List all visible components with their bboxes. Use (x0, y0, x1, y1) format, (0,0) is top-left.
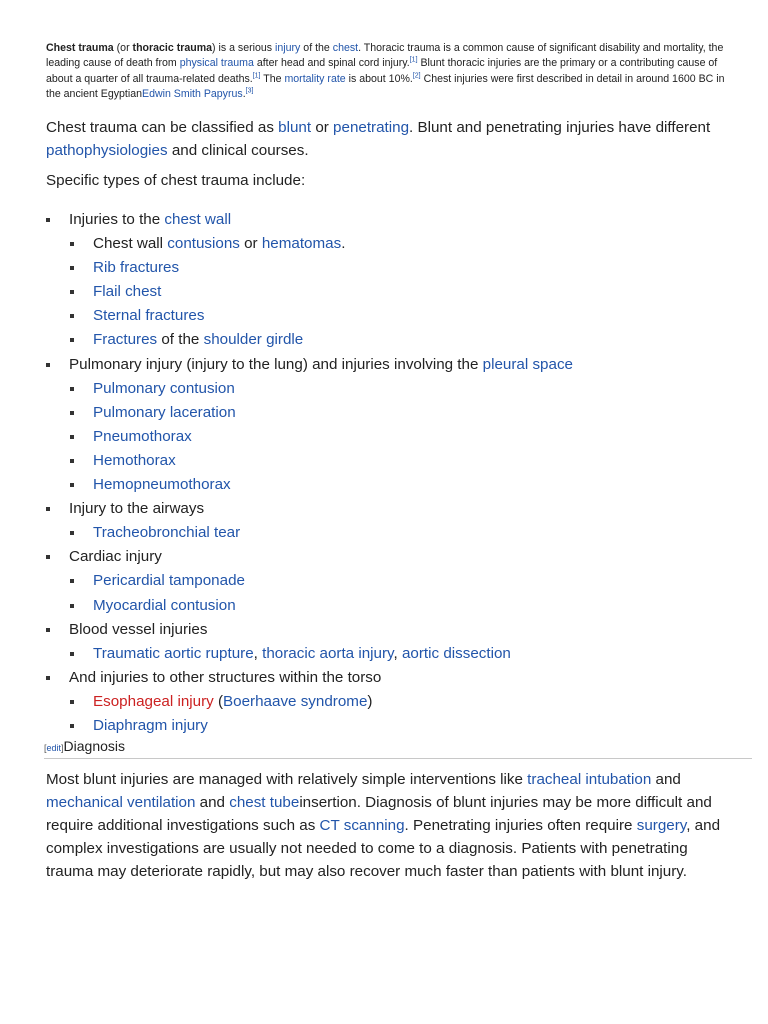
classification-paragraph (46, 116, 726, 162)
link-tracheal-intubation[interactable]: tracheal intubation (527, 771, 652, 788)
link-blunt[interactable]: blunt (278, 119, 312, 136)
bullet-icon (70, 700, 74, 704)
link-pleural-space[interactable]: pleural space (482, 355, 573, 373)
diag-text: and (651, 771, 681, 788)
link-hemothorax[interactable]: Hemothorax (93, 451, 176, 469)
link-tracheobronchial-tear[interactable]: Tracheobronchial tear (93, 524, 241, 542)
bullet-icon (70, 652, 74, 656)
link-boerhaave-syndrome[interactable]: Boerhaave syndrome (223, 692, 368, 710)
link-chest-wall[interactable]: chest wall (164, 211, 232, 228)
link-pulmonary-contusion[interactable]: Pulmonary contusion (93, 379, 235, 397)
lead-text: The (260, 72, 285, 85)
link-thoracic-aorta-injury[interactable]: thoracic aorta injury (262, 644, 394, 662)
item-text: or (239, 235, 262, 253)
reference-2[interactable]: [2] (412, 72, 421, 80)
list-item (0, 377, 768, 401)
link-shoulder-girdle[interactable]: shoulder girdle (203, 331, 304, 349)
bullet-icon (70, 604, 74, 608)
link-ct-scanning[interactable]: CT scanning (319, 817, 405, 834)
reference-3[interactable]: [3] (245, 87, 254, 95)
link-physical-trauma[interactable]: physical trauma (179, 57, 254, 70)
edit-bracket: [ (44, 743, 47, 753)
types-intro: Specific types of chest trauma include: (46, 172, 306, 189)
item-text: ( (213, 692, 224, 710)
link-fractures[interactable]: Fractures (93, 331, 158, 349)
link-pericardial-tamponade[interactable]: Pericardial tamponade (93, 572, 245, 590)
lead-text: . Thoracic trauma is a common cause of significant disability and mortality, the leading cause of death from (46, 42, 724, 70)
list-item (0, 497, 768, 521)
list-item (0, 569, 768, 593)
list-item (0, 594, 768, 618)
list-item (0, 690, 768, 714)
item-text: of the (157, 331, 204, 349)
link-hematomas[interactable]: hematomas (261, 235, 342, 253)
list-item (0, 353, 768, 377)
bullet-icon (46, 676, 50, 680)
chest-trauma-types-list (0, 208, 768, 738)
item-text: . (341, 235, 346, 253)
link-esophageal-injury[interactable]: Esophageal injury (93, 692, 214, 710)
link-pathophysiologies[interactable]: pathophysiologies (46, 142, 168, 159)
list-item (0, 473, 768, 497)
item-text: Blood vessel injuries (69, 620, 208, 638)
intro-text: . Blunt and penetrating injuries have different (409, 119, 711, 136)
list-item (0, 304, 768, 328)
item-text: Chest wall (93, 235, 168, 253)
list-item (0, 256, 768, 280)
lead-text: Chest injuries were first described in detail in around 1600 BC in the ancient Egyptian (46, 72, 725, 100)
item-text: , (253, 644, 263, 662)
bullet-icon (70, 531, 74, 535)
edit-section-link[interactable]: edit (46, 743, 62, 753)
diagnosis-heading (44, 735, 752, 759)
link-rib-fractures[interactable]: Rib fractures (93, 259, 180, 277)
lead-text: Blunt thoracic injuries are the primary or a contributing cause of about a quarter of all trauma-related deaths. (46, 57, 718, 85)
diag-text: , and complex investigations are usually not needed to come to a diagnosis. Patients with penetrating trauma may deteriorate rapidly, but may also recover much faster than patients with blunt injury. (46, 817, 721, 880)
item-text: And injuries to other structures within the torso (69, 668, 382, 686)
link-edwin-smith-papyrus[interactable]: Edwin Smith Papyrus (142, 87, 243, 100)
lead-text: . (242, 87, 246, 100)
bullet-icon (46, 555, 50, 559)
bullet-icon (70, 314, 74, 318)
bullet-icon (70, 266, 74, 270)
list-item (0, 642, 768, 666)
list-item (0, 666, 768, 690)
link-mechanical-ventilation[interactable]: mechanical ventilation (46, 794, 196, 811)
link-pulmonary-laceration[interactable]: Pulmonary laceration (93, 403, 236, 421)
bullet-icon (70, 338, 74, 342)
bullet-icon (70, 459, 74, 463)
list-item (0, 521, 768, 545)
diag-text: . Penetrating injuries often require (404, 817, 637, 834)
bullet-icon (46, 628, 50, 632)
lead-paragraph (46, 41, 726, 102)
link-traumatic-aortic-rupture[interactable]: Traumatic aortic rupture (93, 644, 254, 662)
link-surgery[interactable]: surgery (636, 817, 687, 834)
list-item (0, 425, 768, 449)
list-item (0, 232, 768, 256)
lead-text: is about 10%. (345, 72, 413, 85)
bullet-icon (46, 363, 50, 367)
list-item (0, 618, 768, 642)
bullet-icon (70, 483, 74, 487)
link-myocardial-contusion[interactable]: Myocardial contusion (93, 596, 236, 614)
item-text: Cardiac injury (69, 548, 162, 566)
lead-text: (or (113, 42, 133, 54)
link-mortality-rate[interactable]: mortality rate (284, 72, 346, 85)
link-chest-tube[interactable]: chest tube (229, 794, 300, 811)
list-item (0, 280, 768, 304)
link-pneumothorax[interactable]: Pneumothorax (93, 427, 192, 445)
lead-text: ) is a serious (212, 42, 276, 54)
link-chest[interactable]: chest (332, 42, 359, 54)
bullet-icon (70, 579, 74, 583)
list-item (0, 449, 768, 473)
section-title: Diagnosis (63, 738, 126, 754)
intro-text: Chest trauma can be classified as (46, 119, 279, 136)
list-item (0, 401, 768, 425)
lead-bold-term: Chest trauma (46, 42, 114, 54)
link-flail-chest[interactable]: Flail chest (93, 283, 162, 301)
diag-text: and (195, 794, 230, 811)
bullet-icon (70, 435, 74, 439)
item-text: , (393, 644, 402, 662)
bullet-icon (70, 724, 74, 728)
bullet-icon (46, 218, 50, 222)
intro-text: or (311, 119, 334, 136)
list-item (0, 208, 768, 232)
lead-text: of the (300, 42, 333, 54)
item-text: Injury to the airways (69, 500, 205, 518)
bullet-icon (46, 507, 50, 511)
list-item (0, 545, 768, 569)
reference-1b[interactable]: [1] (252, 72, 261, 80)
link-contusions[interactable]: contusions (167, 235, 240, 253)
link-penetrating[interactable]: penetrating (333, 119, 410, 136)
intro-text: and clinical courses. (167, 142, 309, 159)
link-injury[interactable]: injury (275, 42, 301, 54)
link-aortic-dissection[interactable]: aortic dissection (401, 644, 511, 662)
diagnosis-paragraph (46, 768, 736, 883)
diag-text: Most blunt injuries are managed with relatively simple interventions like (46, 771, 528, 788)
list-item (0, 328, 768, 352)
item-text: Pulmonary injury (injury to the lung) and injuries involving the (69, 355, 483, 373)
diag-text: insertion. Diagnosis of blunt injuries may be more difficult and require additional investigations such as (46, 794, 712, 834)
item-text: ) (367, 692, 373, 710)
link-sternal-fractures[interactable]: Sternal fractures (93, 307, 205, 325)
item-text: Injuries to the (69, 211, 165, 228)
link-hemopneumothorax[interactable]: Hemopneumothorax (93, 476, 231, 494)
lead-text: after head and spinal cord injury. (253, 57, 410, 70)
bullet-icon (70, 290, 74, 294)
bullet-icon (70, 411, 74, 415)
link-diaphragm-injury[interactable]: Diaphragm injury (93, 716, 208, 734)
bullet-icon (70, 387, 74, 391)
bullet-icon (70, 242, 74, 246)
edit-bracket: ] (61, 743, 64, 753)
lead-bold-term-alt: thoracic trauma (132, 42, 213, 54)
reference-1[interactable]: [1] (409, 56, 418, 64)
